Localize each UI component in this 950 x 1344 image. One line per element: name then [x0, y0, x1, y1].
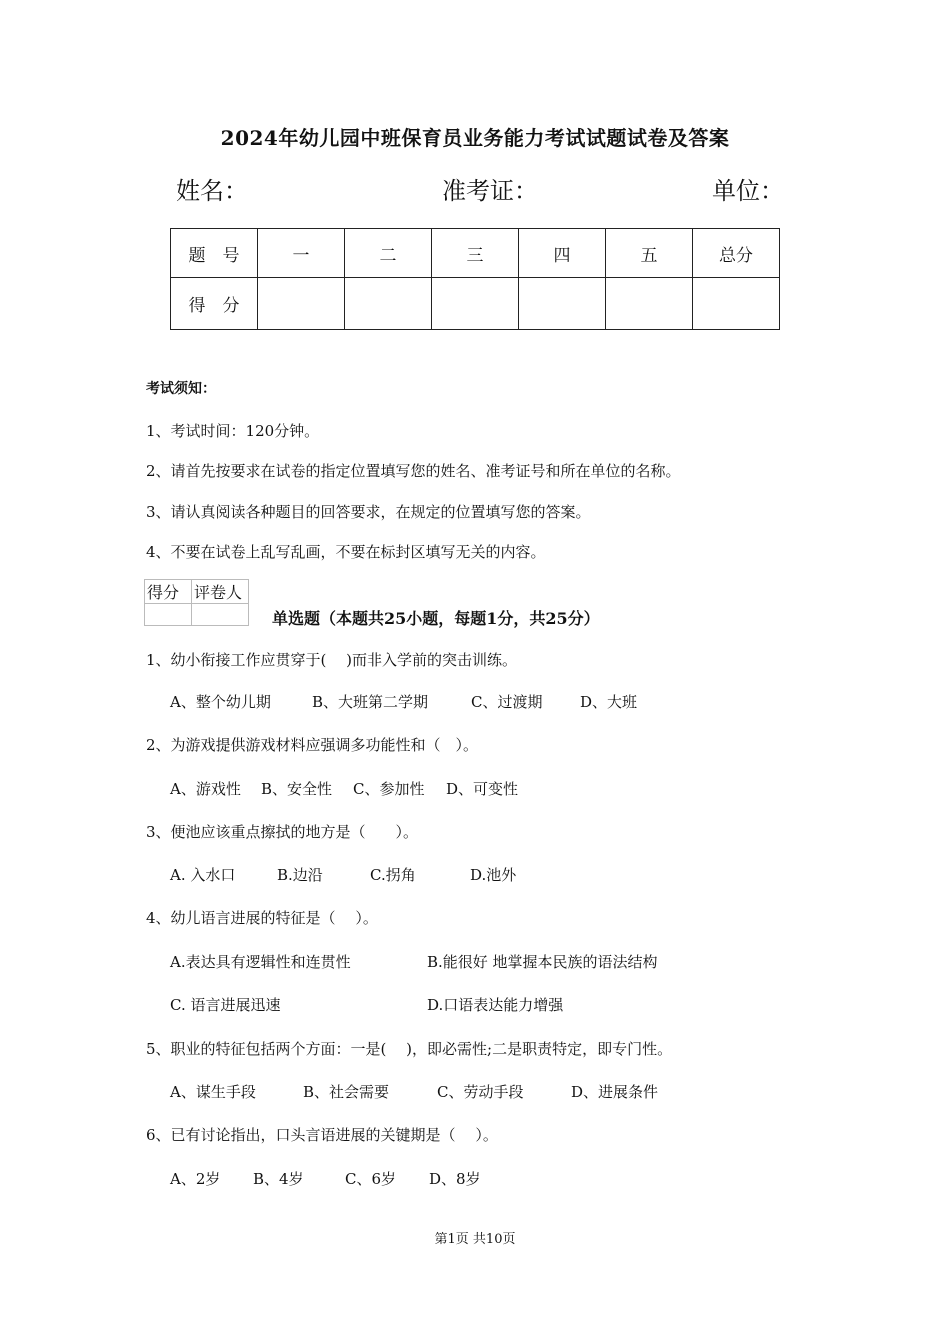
- answer-option[interactable]: B、大班第二学期: [312, 693, 429, 711]
- score-cell[interactable]: [519, 278, 606, 330]
- exam-number-field-label: 准考证：: [442, 177, 538, 205]
- answer-option[interactable]: A.表达具有逻辑性和连贯性: [170, 953, 351, 971]
- answer-option[interactable]: C、劳动手段: [437, 1083, 524, 1101]
- score-cell[interactable]: [432, 278, 519, 330]
- grader-score-cell[interactable]: [145, 604, 192, 626]
- question-stem: 3、便池应该重点擦拭的地方是（ ）。: [146, 823, 419, 841]
- answer-option[interactable]: D.池外: [470, 866, 517, 884]
- name-field-label: 姓名：: [176, 177, 248, 205]
- answer-option[interactable]: D、可变性: [446, 780, 519, 798]
- score-table-header-cell: 二: [345, 229, 432, 278]
- answer-option[interactable]: B、安全性: [261, 780, 333, 798]
- answer-option[interactable]: C.拐角: [370, 866, 416, 884]
- score-table-header-cell: 四: [519, 229, 606, 278]
- score-table-header-cell: 题 号: [171, 229, 258, 278]
- answer-option[interactable]: C、参加性: [353, 780, 425, 798]
- grader-reviewer-label: 评卷人: [192, 580, 249, 604]
- score-table-score-row: [171, 278, 780, 330]
- answer-option[interactable]: D.口语表达能力增强: [427, 996, 564, 1014]
- score-table-header-row: [171, 229, 780, 278]
- answer-option[interactable]: A、整个幼儿期: [170, 693, 271, 711]
- score-cell[interactable]: [345, 278, 432, 330]
- question-stem: 6、已有讨论指出，口头言语进展的关键期是（ ）。: [146, 1126, 498, 1144]
- score-table: [170, 228, 780, 330]
- answer-option[interactable]: A、游戏性: [170, 780, 241, 798]
- answer-option[interactable]: C、过渡期: [471, 693, 543, 711]
- answer-option[interactable]: D、进展条件: [571, 1083, 659, 1101]
- notice-item: 3、请认真阅读各种题目的回答要求，在规定的位置填写您的答案。: [146, 503, 591, 521]
- grader-reviewer-cell[interactable]: [192, 604, 249, 626]
- notice-item: 2、请首先按要求在试卷的指定位置填写您的姓名、准考证号和所在单位的名称。: [146, 462, 681, 480]
- answer-option[interactable]: B、4岁: [253, 1170, 304, 1188]
- answer-option[interactable]: B、社会需要: [303, 1083, 390, 1101]
- score-row-label: 得 分: [171, 278, 258, 330]
- answer-option[interactable]: B.能很好 地掌握本民族的语法结构: [427, 953, 658, 971]
- notice-title: 考试须知：: [146, 381, 216, 397]
- score-cell[interactable]: [606, 278, 693, 330]
- question-stem: 5、职业的特征包括两个方面：一是( )，即必需性;二是职责特定，即专门性。: [146, 1040, 673, 1058]
- answer-option[interactable]: A、2岁: [170, 1170, 221, 1188]
- notice-item: 4、不要在试卷上乱写乱画，不要在标封区填写无关的内容。: [146, 543, 546, 561]
- question-stem: 2、为游戏提供游戏材料应强调多功能性和（ ）。: [146, 736, 479, 754]
- section-title: 单选题（本题共25小题，每题1分，共25分）: [272, 609, 600, 628]
- score-table-header-cell: 一: [258, 229, 345, 278]
- question-stem: 1、幼小衔接工作应贯穿于( )而非入学前的突击训练。: [146, 651, 518, 669]
- score-cell[interactable]: [693, 278, 780, 330]
- page-footer: 第1页 共10页: [434, 1232, 516, 1247]
- grader-score-label: 得分: [145, 580, 192, 604]
- unit-field-label: 单位：: [712, 177, 784, 205]
- answer-option[interactable]: B.边沿: [277, 866, 323, 884]
- answer-option[interactable]: D、8岁: [429, 1170, 481, 1188]
- score-table-header-cell: 三: [432, 229, 519, 278]
- question-stem: 4、幼儿语言进展的特征是（ ）。: [146, 909, 378, 927]
- score-cell[interactable]: [258, 278, 345, 330]
- answer-option[interactable]: A、谋生手段: [170, 1083, 256, 1101]
- answer-option[interactable]: A. 入水口: [170, 866, 236, 884]
- answer-option[interactable]: C. 语言进展迅速: [170, 996, 281, 1014]
- score-table-header-cell: 总分: [693, 229, 780, 278]
- notice-item: 1、考试时间：120分钟。: [146, 422, 320, 440]
- page-title: 2024年幼儿园中班保育员业务能力考试试题试卷及答案: [220, 126, 730, 150]
- score-table-header-cell: 五: [606, 229, 693, 278]
- grader-box: [144, 579, 249, 626]
- answer-option[interactable]: C、6岁: [345, 1170, 397, 1188]
- answer-option[interactable]: D、大班: [580, 693, 638, 711]
